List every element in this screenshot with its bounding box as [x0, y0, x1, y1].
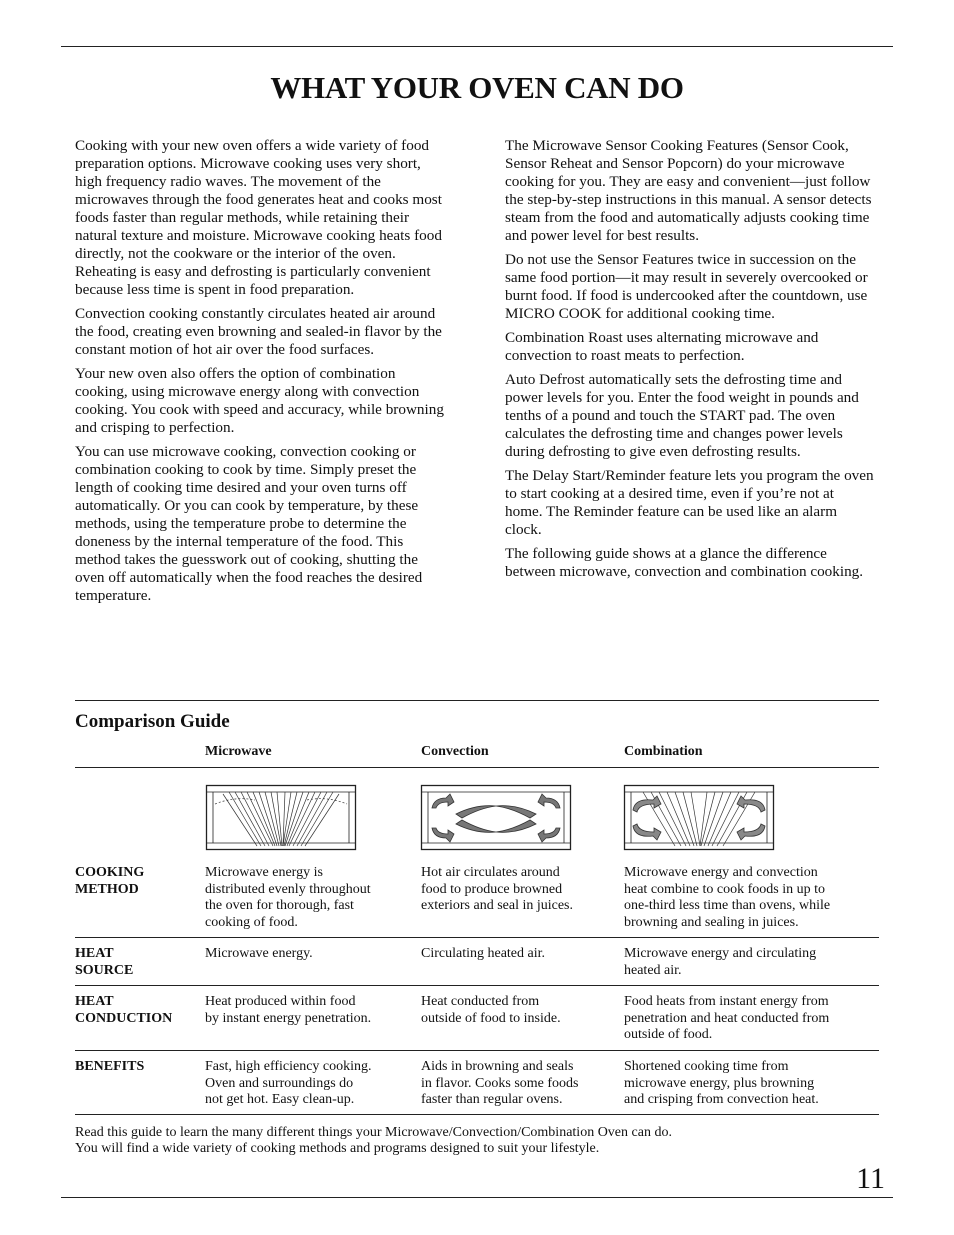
- cell-combination-heat-source: Microwave energy and circulating heated air.: [624, 946, 817, 978]
- paragraph: The following guide shows at a glance the difference between microwave, convection and combination cooking.: [505, 545, 864, 580]
- guide-bottom-rule: [75, 1114, 879, 1115]
- cell-combination-heat-conduction: Food heats from instant energy from penetration and heat conducted from outside of food.: [624, 994, 830, 1042]
- bottom-rule: [61, 1197, 893, 1198]
- cell-microwave-benefits: Fast, high efficiency cooking. Oven and surroundings do not get hot. Easy clean-up.: [205, 1059, 372, 1107]
- row-label-cooking-method: COOKING METHOD: [75, 865, 145, 897]
- top-rule: [61, 46, 893, 47]
- cell-microwave-heat-source: Microwave energy.: [205, 946, 313, 961]
- row-divider: [75, 1050, 879, 1051]
- column-header-microwave: Microwave: [205, 744, 272, 759]
- guide-top-rule: [75, 700, 879, 701]
- paragraph: The Delay Start/Reminder feature lets you program the oven to start cooking at a desired time, even if you’re not at home. The Reminder feature can be used like an alarm clock.: [505, 467, 874, 538]
- paragraph: The Microwave Sensor Cooking Features (Sensor Cook, Sensor Reheat and Sensor Popcorn) do your microwave cooking for you. They are easy and convenient—just follow the step-by-step instructions in this manual. A sensor detects steam from the food and automatically adjusts cooking time and power level for best results.: [505, 137, 872, 244]
- cell-convection-heat-conduction: Heat conducted from outside of food to inside.: [421, 994, 561, 1026]
- cell-convection-heat-source: Circulating heated air.: [421, 946, 546, 961]
- column-header-combination: Combination: [624, 744, 703, 759]
- cell-convection-benefits: Aids in browning and seals in flavor. Cooks some foods faster than regular ovens.: [421, 1059, 579, 1107]
- row-divider: [75, 985, 879, 986]
- combination-waves-airflow-icon: [623, 784, 775, 852]
- paragraph: Do not use the Sensor Features twice in succession on the same food portion—it may result in severely overcooked or burnt food. If food is undercooked after the countdown, use MICRO COOK for additional cooking time.: [505, 251, 868, 322]
- right-column: [505, 137, 875, 587]
- page-title: WHAT YOUR OVEN CAN DO: [270, 70, 684, 105]
- paragraph: Your new oven also offers the option of combination cooking, using microwave energy along with convection cooking. You cook with speed and accuracy, while browning and crisping to perfection.: [75, 365, 444, 436]
- paragraph: Cooking with your new oven offers a wide variety of food preparation options. Microwave cooking uses very short, high frequency radio waves. The movement of the microwaves through the food generates heat and cooks most foods faster than regular methods, while retaining their natural texture and moisture. Microwave cooking heats food directly, not the cookware or the interior of the oven. Reheating is easy and defrosting is particularly convenient because less time is spent in food preparation.: [75, 137, 442, 298]
- row-divider: [75, 937, 879, 938]
- left-column: [75, 137, 445, 611]
- cell-convection-cooking-method: Hot air circulates around food to produce browned exteriors and seal in juices.: [421, 865, 574, 913]
- cell-microwave-heat-conduction: Heat produced within food by instant energy penetration.: [205, 994, 372, 1026]
- convection-airflow-icon: [420, 784, 572, 852]
- cell-combination-cooking-method: Microwave energy and convection heat combine to cook foods in up to one-third less time than ovens, while browning and sealing in juices.: [624, 865, 831, 930]
- cell-microwave-cooking-method: Microwave energy is distributed evenly throughout the oven for thorough, fast cooking of food.: [205, 865, 371, 930]
- guide-title: Comparison Guide: [75, 711, 230, 732]
- row-label-heat-conduction: HEAT CONDUCTION: [75, 994, 173, 1026]
- paragraph: Combination Roast uses alternating microwave and convection to roast meats to perfection.: [505, 329, 819, 364]
- cell-combination-benefits: Shortened cooking time from microwave energy, plus browning and crisping from convection heat.: [624, 1059, 819, 1107]
- microwave-waves-icon: [205, 784, 357, 852]
- row-label-benefits: BENEFITS: [75, 1059, 145, 1074]
- row-label-heat-source: HEAT SOURCE: [75, 946, 134, 978]
- paragraph: You can use microwave cooking, convection cooking or combination cooking to cook by time. Simply preset the length of cooking time desired and your oven turns off automatically. Or you can cook by temperature, by these methods, using the temperature probe to determine the doneness by the internal temperature of the food. This method takes the guesswork out of cooking, shutting the oven off automatically when the food reaches the desired temperature.: [75, 443, 423, 604]
- paragraph: Convection cooking constantly circulates heated air around the food, creating even browning and sealed-in flavor by the constant motion of hot air over the food surfaces.: [75, 305, 442, 358]
- page-number: 11: [856, 1162, 885, 1195]
- header-rule: [75, 767, 879, 768]
- column-header-convection: Convection: [421, 744, 489, 759]
- paragraph: Auto Defrost automatically sets the defrosting time and power levels for you. Enter the food weight in pounds and tenths of a pound and touch the START pad. The oven calculates the defrosting time and changes power levels during defrosting to give even defrosting results.: [505, 371, 859, 460]
- footer-note: Read this guide to learn the many different things your Microwave/Convection/Combination Oven can do. You will find a wide variety of cooking methods and programs designed to suit your lifestyle.: [75, 1125, 672, 1156]
